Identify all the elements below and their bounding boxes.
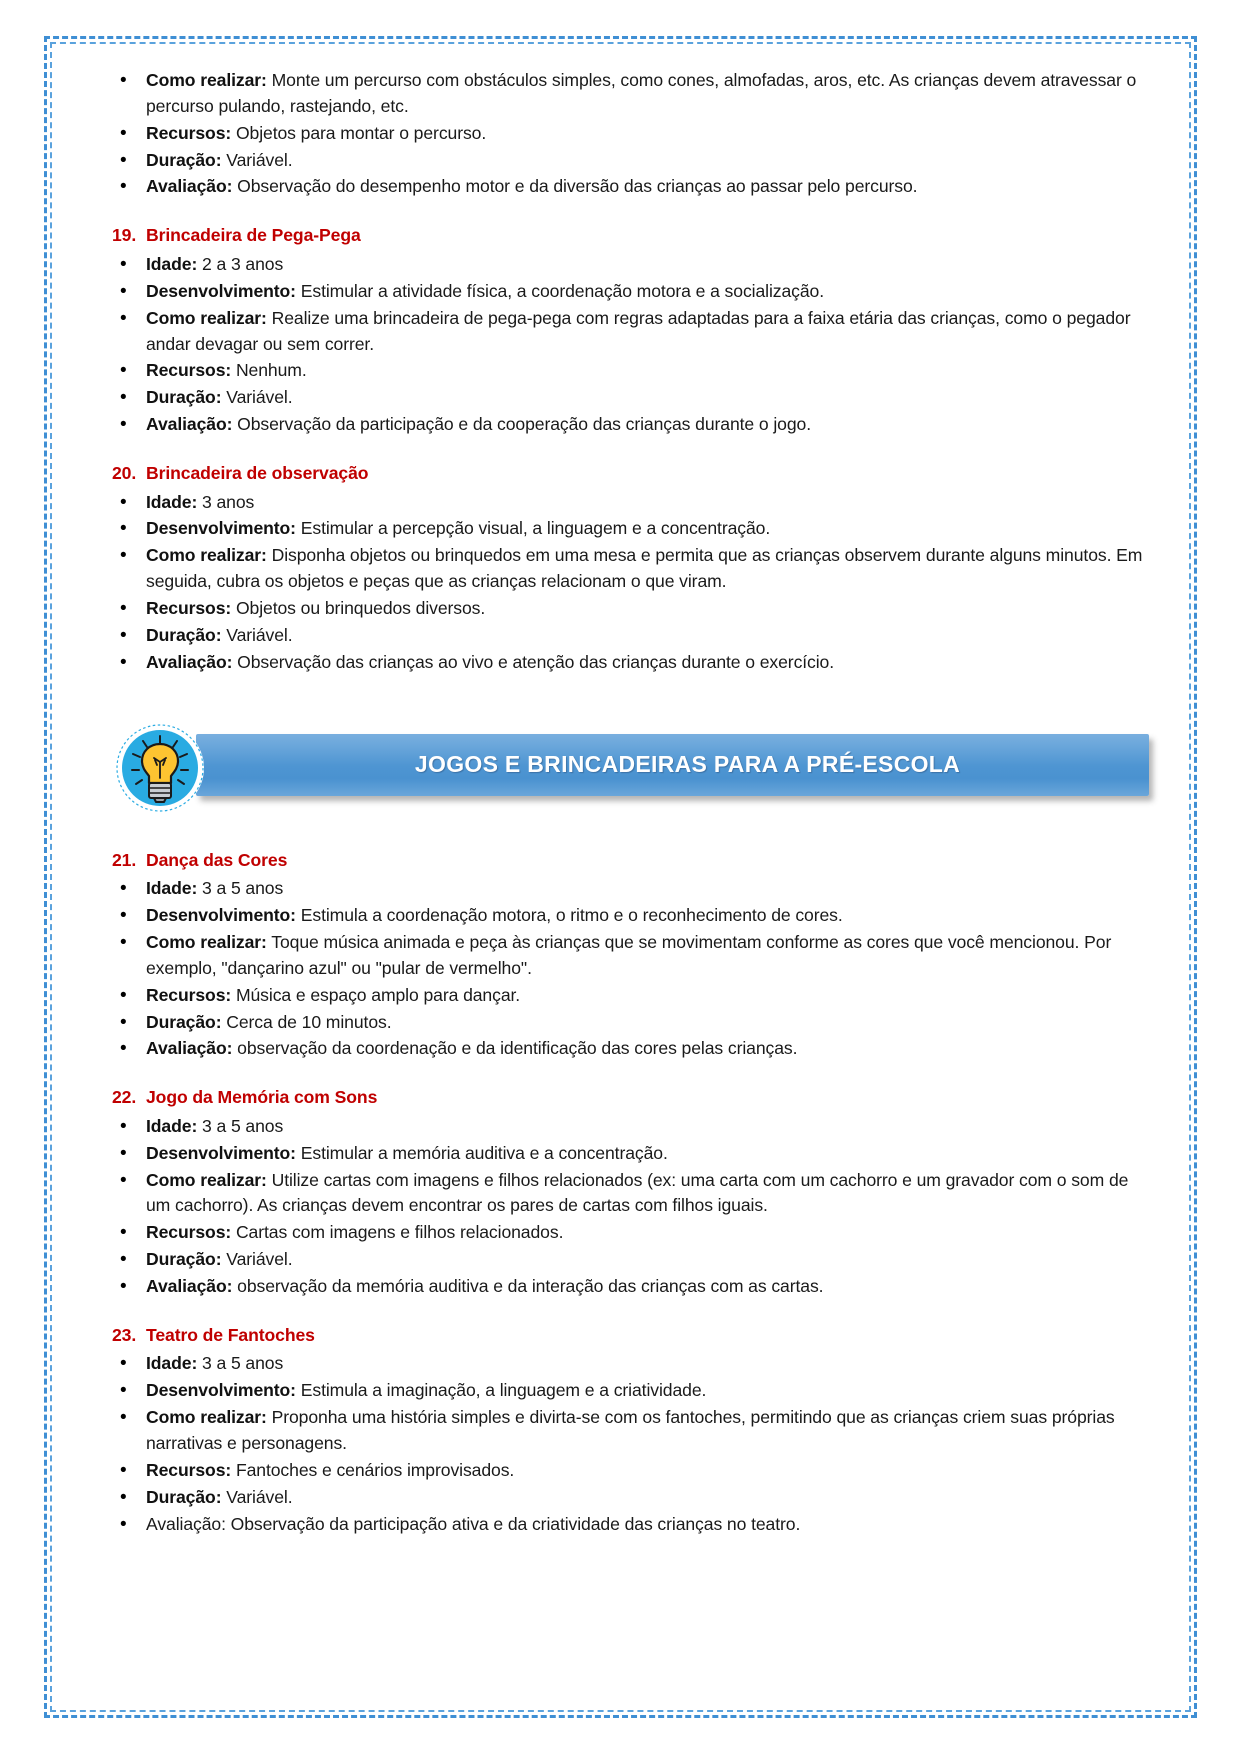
list-item-text: Proponha uma história simples e divirta-se com os fantoches, permitindo que as crianças criem suas próprias narrativas e personagens. xyxy=(146,1407,1115,1454)
list-item-label: Avaliação: xyxy=(146,176,233,197)
list-item-text: Objetos para montar o percurso. xyxy=(231,122,487,143)
section-number: 23. xyxy=(112,1324,137,1345)
list-item-text: Cerca de 10 minutos. xyxy=(221,1011,392,1032)
list-item-text: Toque música animada e peça às crianças que se movimentam conforme as cores que você mencionou. Por exemplo, "dançarino azul" ou "pular de vermelho". xyxy=(146,931,1112,978)
list-item-label: Avaliação: xyxy=(146,1276,233,1296)
list-item xyxy=(90,1010,1151,1036)
section-title: Jogo da Memória com Sons xyxy=(146,1087,378,1108)
list-item xyxy=(90,543,1151,595)
list-item-text: Observação da participação ativa e da criatividade das crianças no teatro. xyxy=(225,1513,801,1534)
list-item xyxy=(90,412,1151,438)
list-item xyxy=(90,1512,1151,1538)
list-item-label: Desenvolvimento: xyxy=(146,518,296,539)
list-item xyxy=(90,121,1151,147)
list-item xyxy=(90,252,1151,278)
list-item xyxy=(90,1485,1151,1511)
section-heading xyxy=(90,223,1151,248)
sections-before-banner xyxy=(90,223,1151,675)
list-item-label: Idade: xyxy=(146,878,198,899)
list-item-label: Duração: xyxy=(146,624,222,645)
list-item-label: Como realizar: xyxy=(146,1169,267,1190)
list-item-text: Observação da participação e da cooperação das crianças durante o jogo. xyxy=(232,414,812,435)
list-item xyxy=(90,1351,1151,1377)
list-item xyxy=(90,174,1151,200)
list-item-text: 2 a 3 anos xyxy=(197,253,284,274)
banner-title: JOGOS E BRINCADEIRAS PARA A PRÉ-ESCOLA xyxy=(414,751,961,778)
list-item-label: Recursos: xyxy=(146,360,232,381)
list-item-text: Observação do desempenho motor e da diversão das crianças ao passar pelo percurso. xyxy=(232,176,918,197)
sections-after-banner xyxy=(90,848,1151,1538)
list-item xyxy=(90,876,1151,902)
list-item xyxy=(90,279,1151,305)
list-item-text: Observação das crianças ao vivo e atenção das crianças durante o exercício. xyxy=(232,651,835,672)
section-number: 22. xyxy=(112,1087,137,1108)
list-item xyxy=(90,1220,1151,1246)
list-item xyxy=(90,385,1151,411)
list-item xyxy=(90,596,1151,622)
list-item-label: Idade: xyxy=(146,1353,198,1374)
list-item-label: Idade: xyxy=(146,253,198,274)
list-item-label: Avaliação: xyxy=(146,1038,233,1059)
list-item xyxy=(90,1168,1151,1220)
list-item-label: Avaliação: xyxy=(146,1513,226,1534)
section-title: Teatro de Fantoches xyxy=(146,1324,315,1345)
list-item-label: Como realizar: xyxy=(146,545,267,566)
list-item-label: Como realizar: xyxy=(146,931,267,952)
list-item-label: Como realizar: xyxy=(146,1407,267,1428)
list-item-label: Recursos: xyxy=(146,122,232,143)
list-item-text: observação da memória auditiva e da interação das crianças com as cartas. xyxy=(232,1276,824,1296)
list-item-label: Duração: xyxy=(146,1249,222,1270)
section-heading xyxy=(90,461,1151,486)
section-bullet-list xyxy=(90,1351,1151,1537)
list-item xyxy=(90,306,1151,358)
list-item xyxy=(90,1405,1151,1457)
section-title: Dança das Cores xyxy=(146,849,288,870)
list-item-text: Variável. xyxy=(221,387,293,408)
list-item-label: Recursos: xyxy=(146,984,232,1005)
list-item-label: Idade: xyxy=(146,1115,198,1136)
lightbulb-icon xyxy=(114,722,206,814)
list-item-text: Variável. xyxy=(221,1249,293,1270)
list-item-text: Monte um percurso com obstáculos simples, como cones, almofadas, aros, etc. As crianças devem atravessar o percurso pulando, rastejando, etc. xyxy=(146,70,1137,116)
list-item-label: Recursos: xyxy=(146,1222,232,1243)
list-item xyxy=(90,903,1151,929)
list-item-text: 3 a 5 anos xyxy=(197,878,284,899)
list-item-text: Estimular a memória auditiva e a concentração. xyxy=(295,1142,668,1163)
list-item-text: Variável. xyxy=(221,149,293,170)
list-item-label: Desenvolvimento: xyxy=(146,1380,296,1401)
list-item xyxy=(90,1114,1151,1140)
section-heading xyxy=(90,1323,1151,1348)
section-number: 19. xyxy=(112,225,137,246)
list-item xyxy=(90,358,1151,384)
list-item xyxy=(90,1036,1151,1062)
list-item-label: Recursos: xyxy=(146,1459,232,1480)
list-item-text: Estimula a coordenação motora, o ritmo e o reconhecimento de cores. xyxy=(295,905,843,926)
list-item xyxy=(90,516,1151,542)
list-item xyxy=(90,68,1151,120)
list-item-text: Variável. xyxy=(221,1486,293,1507)
list-item-label: Como realizar: xyxy=(146,70,267,90)
list-item-label: Duração: xyxy=(146,1011,222,1032)
list-item xyxy=(90,490,1151,516)
section-bullet-list xyxy=(90,490,1151,676)
section-bullet-list xyxy=(90,876,1151,1062)
list-item xyxy=(90,1247,1151,1273)
list-item-text: Nenhum. xyxy=(231,360,307,381)
list-item-label: Avaliação: xyxy=(146,651,233,672)
list-item-text: Música e espaço amplo para dançar. xyxy=(231,984,521,1005)
section-number: 20. xyxy=(112,462,137,483)
list-item xyxy=(90,1378,1151,1404)
list-item xyxy=(90,1141,1151,1167)
section-title: Brincadeira de observação xyxy=(146,462,369,483)
list-item xyxy=(90,623,1151,649)
list-item-label: Avaliação: xyxy=(146,414,233,435)
list-item xyxy=(90,1458,1151,1484)
list-item-label: Desenvolvimento: xyxy=(146,280,296,301)
list-item-text: Cartas com imagens e filhos relacionados. xyxy=(231,1222,564,1243)
list-item-text: Estimular a atividade física, a coordenação motora e a socialização. xyxy=(295,280,824,301)
page-border-frame-inner xyxy=(50,42,1191,1712)
section-banner xyxy=(90,722,1151,814)
list-item-text: Objetos ou brinquedos diversos. xyxy=(231,598,486,618)
list-item-text: Fantoches e cenários improvisados. xyxy=(231,1459,515,1480)
section-heading xyxy=(90,848,1151,873)
list-item-label: Idade: xyxy=(146,491,198,512)
list-item-text: Realize uma brincadeira de pega-pega com regras adaptadas para a faixa etária das crianças, como o pegador andar devagar ou sem correr. xyxy=(146,307,1131,354)
list-item xyxy=(90,983,1151,1009)
list-item-label: Duração: xyxy=(146,149,222,170)
list-item-label: Como realizar: xyxy=(146,307,267,328)
list-item xyxy=(90,930,1151,982)
list-item-label: Desenvolvimento: xyxy=(146,905,296,926)
list-item-text: 3 a 5 anos xyxy=(197,1115,284,1136)
page-border-frame xyxy=(44,36,1197,1718)
list-item-text: Estimula a imaginação, a linguagem e a criatividade. xyxy=(295,1380,707,1401)
list-item-label: Duração: xyxy=(146,387,222,408)
list-item-label: Desenvolvimento: xyxy=(146,1142,296,1163)
banner-bar xyxy=(196,734,1149,796)
list-item-label: Duração: xyxy=(146,1486,222,1507)
section-bullet-list xyxy=(90,1114,1151,1300)
list-item-text: Utilize cartas com imagens e filhos relacionados (ex: uma carta com um cachorro e um gravador com o som de um cachorro). As crianças devem encontrar os pares de cartas com filhos iguais. xyxy=(146,1169,1129,1216)
list-item-text: observação da coordenação e da identificação das cores pelas crianças. xyxy=(232,1038,798,1059)
section-heading xyxy=(90,1085,1151,1110)
list-item-text: Disponha objetos ou brinquedos em uma mesa e permita que as crianças observem durante alguns minutos. Em seguida, cubra os objetos e peças que as crianças relacionam o que viram. xyxy=(146,545,1143,592)
continuation-bullet-list xyxy=(90,68,1151,200)
document-content xyxy=(76,62,1165,1538)
section-number: 21. xyxy=(112,849,137,870)
section-title: Brincadeira de Pega-Pega xyxy=(146,225,361,246)
list-item-text: Variável. xyxy=(221,624,293,645)
section-bullet-list xyxy=(90,252,1151,438)
list-item-text: 3 a 5 anos xyxy=(197,1353,284,1374)
list-item xyxy=(90,148,1151,174)
list-item-text: 3 anos xyxy=(197,491,255,512)
list-item xyxy=(90,1274,1151,1300)
list-item xyxy=(90,650,1151,676)
list-item-text: Estimular a percepção visual, a linguagem e a concentração. xyxy=(295,518,771,539)
list-item-label: Recursos: xyxy=(146,598,232,618)
